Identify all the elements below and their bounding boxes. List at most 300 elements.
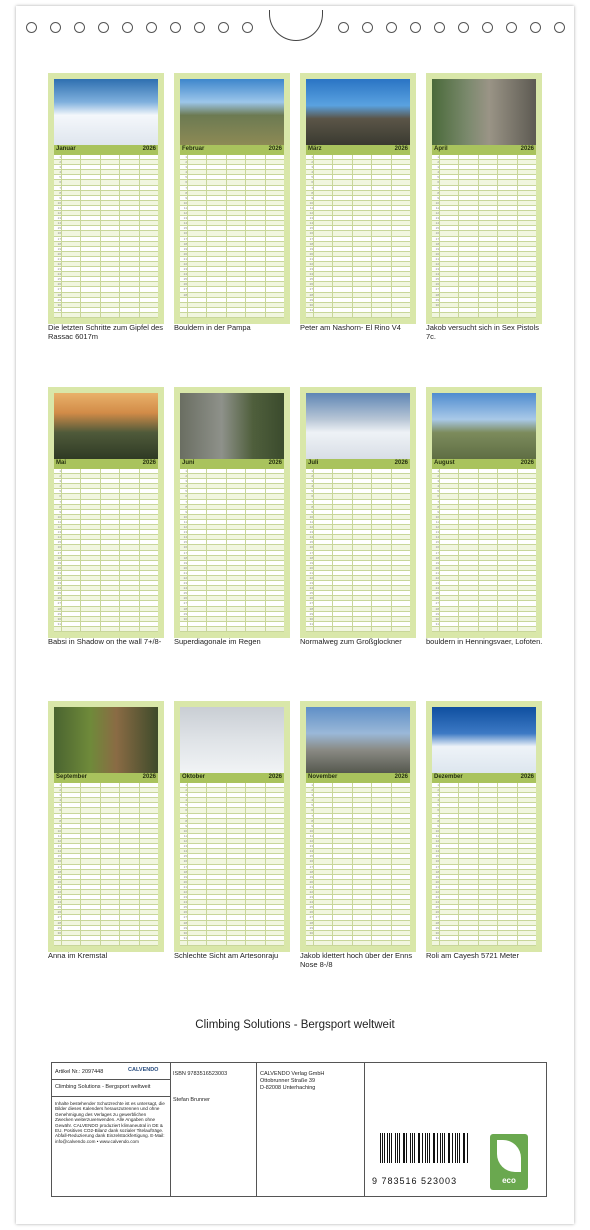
- month-card-4: [426, 73, 542, 324]
- day-row: 21: [54, 257, 158, 262]
- day-row: 26: [54, 596, 158, 601]
- day-row: 9: [54, 196, 158, 201]
- photo-caption: Normalweg zum Großglockner: [300, 637, 402, 646]
- day-row: 6: [180, 180, 284, 185]
- day-row: 8: [180, 819, 284, 824]
- month-year: 2026: [268, 146, 282, 152]
- month-header: [306, 773, 410, 783]
- day-row: 3: [54, 479, 158, 484]
- day-row: 4: [432, 170, 536, 175]
- day-row: 20: [180, 566, 284, 571]
- day-row: 11: [432, 834, 536, 839]
- day-row: 18: [180, 242, 284, 247]
- day-row: 13: [432, 844, 536, 849]
- month-year: 2026: [142, 146, 156, 152]
- ring-hole: [146, 22, 157, 33]
- day-row: 9: [432, 824, 536, 829]
- day-row: 9: [180, 510, 284, 515]
- day-row: 6: [306, 808, 410, 813]
- month-day-grid: [432, 155, 536, 318]
- month-card-1: [48, 73, 164, 324]
- day-row: 16: [54, 545, 158, 550]
- day-row: 3: [432, 479, 536, 484]
- day-row: 29: [54, 612, 158, 617]
- day-row: 15: [180, 226, 284, 231]
- day-row: 8: [432, 505, 536, 510]
- day-row: 29: [432, 926, 536, 931]
- day-row: 28: [432, 921, 536, 926]
- eco-label: eco: [502, 1176, 516, 1185]
- day-row: [54, 313, 158, 318]
- day-row: 12: [432, 525, 536, 530]
- day-row: 28: [306, 921, 410, 926]
- day-row: 22: [432, 890, 536, 895]
- month-name: September: [56, 774, 88, 780]
- day-row: 23: [180, 581, 284, 586]
- day-row: 21: [180, 571, 284, 576]
- day-row: 20: [306, 566, 410, 571]
- month-name: Januar: [56, 146, 76, 152]
- day-row: 22: [180, 576, 284, 581]
- month-day-grid: [54, 469, 158, 632]
- day-row: [306, 313, 410, 318]
- day-row: 13: [306, 216, 410, 221]
- day-row: 31: [306, 622, 410, 627]
- publisher-name: CALVENDO Verlag GmbH: [260, 1071, 325, 1077]
- day-row: 12: [432, 839, 536, 844]
- day-row: 5: [432, 489, 536, 494]
- day-row: 31: [54, 308, 158, 313]
- day-row: 20: [432, 880, 536, 885]
- day-row: 10: [432, 515, 536, 520]
- day-row: 3: [306, 165, 410, 170]
- month-header: [54, 145, 158, 155]
- month-day-grid: [432, 783, 536, 946]
- day-row: 5: [54, 489, 158, 494]
- day-row: 1: [432, 783, 536, 788]
- day-row: 7: [306, 500, 410, 505]
- month-day-grid: [180, 155, 284, 318]
- day-row: 25: [306, 591, 410, 596]
- day-row: 18: [432, 556, 536, 561]
- day-row: 23: [54, 581, 158, 586]
- day-row: 18: [306, 242, 410, 247]
- day-row: 15: [432, 854, 536, 859]
- day-row: 27: [54, 915, 158, 920]
- day-row: 28: [432, 293, 536, 298]
- calendar-title: Climbing Solutions - Bergsport weltweit: [195, 1019, 395, 1031]
- day-row: 29: [306, 612, 410, 617]
- day-row: 1: [54, 155, 158, 160]
- day-row: 1: [54, 783, 158, 788]
- month-name: August: [434, 460, 455, 466]
- ring-hole: [50, 22, 61, 33]
- month-photo: [180, 79, 284, 145]
- day-row: 12: [306, 839, 410, 844]
- day-row: 26: [432, 910, 536, 915]
- day-row: 22: [54, 262, 158, 267]
- day-row: 14: [180, 221, 284, 226]
- day-row: 1: [432, 155, 536, 160]
- day-row: 17: [180, 237, 284, 242]
- day-row: 1: [180, 469, 284, 474]
- day-row: 11: [306, 206, 410, 211]
- day-row: 5: [432, 803, 536, 808]
- day-row: 18: [180, 870, 284, 875]
- day-row: 6: [432, 180, 536, 185]
- day-row: [180, 627, 284, 632]
- day-row: 1: [180, 155, 284, 160]
- day-row: 12: [432, 211, 536, 216]
- day-row: 7: [54, 500, 158, 505]
- day-row: 27: [54, 287, 158, 292]
- month-card-9: [48, 701, 164, 952]
- day-row: 25: [432, 277, 536, 282]
- barcode-bar: [391, 1133, 392, 1163]
- day-row: [306, 627, 410, 632]
- month-photo: [306, 393, 410, 459]
- calvendo-logo: CALVENDO: [128, 1067, 159, 1073]
- day-row: 9: [180, 824, 284, 829]
- month-card-12: [426, 701, 542, 952]
- photo-caption: Peter am Nashorn- El Rino V4: [300, 323, 401, 332]
- day-row: 27: [306, 287, 410, 292]
- day-row: 16: [306, 545, 410, 550]
- day-row: 7: [432, 186, 536, 191]
- day-row: 29: [306, 298, 410, 303]
- day-row: 19: [432, 875, 536, 880]
- day-row: 21: [54, 885, 158, 890]
- month-header: [432, 773, 536, 783]
- day-row: 23: [54, 895, 158, 900]
- month-card-5: [48, 387, 164, 638]
- day-row: 26: [180, 596, 284, 601]
- day-row: 30: [180, 931, 284, 936]
- day-row: 8: [432, 191, 536, 196]
- day-row: 4: [432, 484, 536, 489]
- barcode-bar: [387, 1133, 388, 1163]
- day-row: 16: [180, 545, 284, 550]
- day-row: 6: [180, 494, 284, 499]
- day-row: 9: [54, 510, 158, 515]
- day-row: 21: [180, 885, 284, 890]
- day-row: 16: [180, 859, 284, 864]
- month-photo: [54, 707, 158, 773]
- day-row: 7: [306, 814, 410, 819]
- barcode-bar: [406, 1133, 407, 1163]
- day-row: 16: [54, 231, 158, 236]
- day-row: 7: [180, 500, 284, 505]
- day-row: 17: [180, 551, 284, 556]
- day-row: 24: [306, 272, 410, 277]
- day-row: 9: [432, 196, 536, 201]
- day-row: 13: [180, 216, 284, 221]
- day-row: 21: [306, 885, 410, 890]
- day-row: 19: [54, 561, 158, 566]
- month-header: [180, 145, 284, 155]
- day-row: 23: [432, 895, 536, 900]
- day-row: 28: [54, 607, 158, 612]
- day-row: 17: [306, 237, 410, 242]
- day-row: 2: [432, 160, 536, 165]
- imprint-col-left: [52, 1063, 171, 1196]
- day-row: 3: [180, 479, 284, 484]
- day-row: 18: [432, 242, 536, 247]
- month-photo: [180, 393, 284, 459]
- day-row: 16: [306, 859, 410, 864]
- month-header: [54, 773, 158, 783]
- day-row: 22: [432, 262, 536, 267]
- day-row: 21: [54, 571, 158, 576]
- day-row: 28: [180, 293, 284, 298]
- day-row: 11: [54, 834, 158, 839]
- product-name: Climbing Solutions - Bergsport weltweit: [55, 1084, 151, 1090]
- day-row: 4: [54, 484, 158, 489]
- publisher-city: D-82008 Unterhaching: [260, 1085, 316, 1091]
- day-row: 14: [306, 849, 410, 854]
- publisher-street: Ottobrunner Straße 39: [260, 1078, 316, 1084]
- day-row: 16: [306, 231, 410, 236]
- month-name: Oktober: [182, 774, 206, 780]
- day-row: 23: [432, 581, 536, 586]
- day-row: 20: [180, 880, 284, 885]
- day-row: 4: [54, 170, 158, 175]
- day-row: 19: [180, 561, 284, 566]
- day-row: 23: [180, 267, 284, 272]
- day-row: 10: [54, 201, 158, 206]
- day-row: 2: [306, 160, 410, 165]
- isbn: ISBN 9783516523003: [173, 1071, 228, 1077]
- month-photo: [432, 707, 536, 773]
- day-row: 23: [432, 267, 536, 272]
- day-row: 30: [180, 617, 284, 622]
- day-row: 20: [54, 880, 158, 885]
- day-row: 2: [432, 788, 536, 793]
- ring-hole: [338, 22, 349, 33]
- day-row: 13: [54, 844, 158, 849]
- month-card-6: [174, 387, 290, 638]
- day-row: 11: [306, 520, 410, 525]
- day-row: 23: [306, 267, 410, 272]
- day-row: 21: [432, 571, 536, 576]
- day-row: 21: [432, 257, 536, 262]
- day-row: [306, 941, 410, 946]
- day-row: 28: [180, 607, 284, 612]
- day-row: 5: [180, 489, 284, 494]
- day-row: 16: [54, 859, 158, 864]
- day-row: 14: [432, 535, 536, 540]
- day-row: 31: [432, 936, 536, 941]
- day-row: 5: [432, 175, 536, 180]
- day-row: 29: [432, 612, 536, 617]
- month-photo: [180, 707, 284, 773]
- day-row: 21: [432, 885, 536, 890]
- day-row: 5: [54, 803, 158, 808]
- day-row: 14: [180, 535, 284, 540]
- day-row: 4: [180, 170, 284, 175]
- day-row: 11: [180, 834, 284, 839]
- day-row: 18: [432, 870, 536, 875]
- day-row: 25: [180, 905, 284, 910]
- day-row: 22: [180, 262, 284, 267]
- day-row: 10: [432, 829, 536, 834]
- month-photo: [306, 79, 410, 145]
- day-row: 28: [432, 607, 536, 612]
- day-row: 6: [432, 808, 536, 813]
- day-row: 6: [306, 180, 410, 185]
- day-row: 20: [432, 252, 536, 257]
- day-row: 6: [54, 494, 158, 499]
- day-row: 12: [306, 525, 410, 530]
- day-row: 10: [306, 515, 410, 520]
- day-row: 27: [180, 915, 284, 920]
- day-row: 18: [54, 242, 158, 247]
- day-row: 19: [306, 875, 410, 880]
- day-row: 25: [180, 277, 284, 282]
- day-row: 27: [54, 601, 158, 606]
- day-row: 27: [180, 601, 284, 606]
- month-day-grid: [54, 783, 158, 946]
- photo-caption: Jakob klettert hoch über der Enns Nose 8-/8: [300, 951, 413, 969]
- barcode: [380, 1133, 470, 1171]
- day-row: 30: [432, 931, 536, 936]
- day-row: 7: [432, 500, 536, 505]
- day-row: 5: [180, 803, 284, 808]
- day-row: 6: [432, 494, 536, 499]
- day-row: 24: [180, 586, 284, 591]
- day-row: 7: [180, 814, 284, 819]
- day-row: 19: [432, 561, 536, 566]
- day-row: 26: [54, 910, 158, 915]
- day-row: 12: [180, 525, 284, 530]
- day-row: 18: [54, 870, 158, 875]
- ring-hole: [386, 22, 397, 33]
- day-row: 22: [54, 576, 158, 581]
- day-row: 5: [306, 175, 410, 180]
- day-row: 15: [306, 226, 410, 231]
- day-row: 7: [54, 814, 158, 819]
- photo-caption: Die letzten Schritte zum Gipfel des Rassac 6017m: [48, 323, 164, 341]
- imprint-col-publisher: [256, 1063, 365, 1196]
- day-row: 27: [180, 287, 284, 292]
- day-row: 23: [306, 895, 410, 900]
- day-row: 12: [306, 211, 410, 216]
- day-row: 20: [180, 252, 284, 257]
- day-row: 11: [54, 206, 158, 211]
- day-row: 26: [306, 282, 410, 287]
- month-card-7: [300, 387, 416, 638]
- day-row: 15: [432, 540, 536, 545]
- month-card-10: [174, 701, 290, 952]
- day-row: 23: [180, 895, 284, 900]
- day-row: 25: [306, 905, 410, 910]
- month-header: [306, 145, 410, 155]
- day-row: 15: [306, 540, 410, 545]
- month-header: [180, 459, 284, 469]
- month-day-grid: [180, 469, 284, 632]
- ring-hole: [362, 22, 373, 33]
- day-row: [180, 313, 284, 318]
- barcode-bar: [455, 1133, 456, 1163]
- day-row: 13: [306, 530, 410, 535]
- barcode-bar: [434, 1133, 435, 1163]
- day-row: 14: [432, 849, 536, 854]
- day-row: 3: [180, 165, 284, 170]
- day-row: 2: [306, 788, 410, 793]
- day-row: 4: [306, 484, 410, 489]
- day-row: 22: [306, 890, 410, 895]
- day-row: 13: [180, 844, 284, 849]
- day-row: 10: [54, 515, 158, 520]
- day-row: 22: [306, 262, 410, 267]
- day-row: 5: [306, 803, 410, 808]
- day-row: 24: [432, 272, 536, 277]
- day-row: 30: [54, 617, 158, 622]
- day-row: 10: [306, 201, 410, 206]
- day-row: 4: [432, 798, 536, 803]
- day-row: 8: [306, 505, 410, 510]
- day-row: 8: [306, 191, 410, 196]
- day-row: 11: [180, 206, 284, 211]
- day-row: 6: [54, 180, 158, 185]
- day-row: 5: [54, 175, 158, 180]
- month-photo: [432, 393, 536, 459]
- day-row: 24: [306, 900, 410, 905]
- day-row: 8: [306, 819, 410, 824]
- day-row: 12: [54, 525, 158, 530]
- day-row: 27: [432, 287, 536, 292]
- day-row: 25: [54, 277, 158, 282]
- day-row: 27: [432, 915, 536, 920]
- day-row: 16: [432, 859, 536, 864]
- day-row: 4: [180, 798, 284, 803]
- day-row: 18: [54, 556, 158, 561]
- day-row: 16: [432, 545, 536, 550]
- day-row: 31: [432, 622, 536, 627]
- ring-hole: [434, 22, 445, 33]
- day-row: 22: [54, 890, 158, 895]
- day-row: 15: [54, 540, 158, 545]
- day-row: 14: [180, 849, 284, 854]
- day-row: 21: [180, 257, 284, 262]
- day-row: 21: [306, 571, 410, 576]
- day-row: 15: [306, 854, 410, 859]
- month-name: Juni: [182, 460, 195, 466]
- barcode-bar: [410, 1133, 411, 1163]
- day-row: 24: [306, 586, 410, 591]
- day-row: 8: [54, 505, 158, 510]
- ring-hole: [122, 22, 133, 33]
- day-row: 6: [54, 808, 158, 813]
- day-row: 17: [432, 551, 536, 556]
- month-year: 2026: [142, 774, 156, 780]
- day-row: 3: [54, 165, 158, 170]
- imprint-col-isbn: [170, 1063, 257, 1196]
- day-row: 28: [54, 921, 158, 926]
- month-card-3: [300, 73, 416, 324]
- article-number: Artikel Nr.: 2097448: [55, 1069, 104, 1075]
- day-row: 26: [306, 910, 410, 915]
- day-row: 30: [54, 931, 158, 936]
- day-row: [432, 313, 536, 318]
- month-day-grid: [54, 155, 158, 318]
- day-row: 30: [432, 303, 536, 308]
- day-row: 10: [180, 201, 284, 206]
- day-row: 25: [180, 591, 284, 596]
- day-row: 22: [180, 890, 284, 895]
- day-row: 14: [306, 221, 410, 226]
- day-row: 17: [54, 551, 158, 556]
